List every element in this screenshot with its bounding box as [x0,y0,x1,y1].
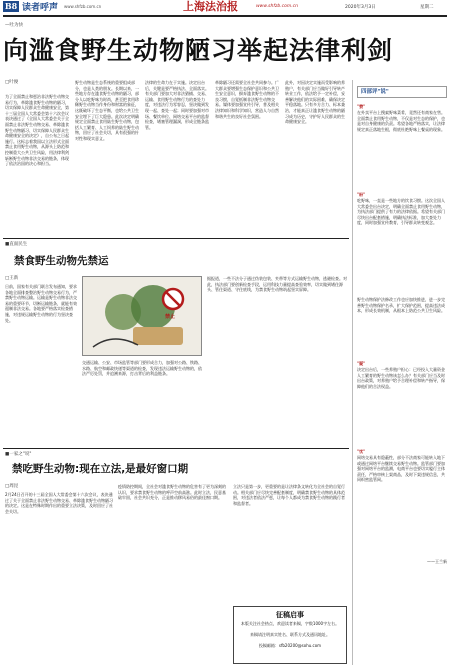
lead-column-5: 此外，对因决定实施而受影响的养殖户，有关部门应当做好引导转产转业工作，依法给予一定补偿，妥善解决他们的实际困难，确保决定平稳落地。只有多方合力、标本兼治，才能真正让滥食野生动物的陋习成为历史，守护好人民群众的生命健康安全。 [285,80,345,125]
story3-column-1: 2月24日召开的十三届全国人大常委会第十六次会议，表决通过了关于全面禁止非法野生动物交易、革除滥食野生动物陋习的决定。这是在特殊时期作出的重要立法决策，及时回应了社会关切。 [5,492,113,514]
sidebar-para: 在外卖平台上搜索野味菜肴，竟然还有商家在售。全面禁止食用野生动物，不仅是对生态的保护，也是对自身健康的负责。希望各地严格落实，让法律规定真正落地生根，彻底杜绝野味上餐桌的现象。 [357,110,445,132]
story2-tag: ■直面民生 [5,242,28,247]
logo-url: www.shfzb.com.cn [256,4,298,9]
sidebar-para: 网络交易具有隐蔽性，部分不法商家可能转入地下或通过网络平台继续交易野生动物。监管部门要加强对网络平台的监测，电商平台也要切实履行主体责任，严格审核上架商品，及时下架违规信息，共同织密监管网。 [357,455,445,483]
story3-author: □周昆 [5,484,19,489]
sidebar-body [357,104,447,664]
lead-column-2: 野生动物是生态系统的重要组成部分，也是人类的朋友。长期以来，一些地方存在滥食野生动物的陋习，部分人以吃野味为时尚，甚至把食用珍稀野生动物当作身份和财富的象征，这既破坏了生态平衡，也给公共卫生安全埋下了巨大隐患。此次决定明确规定全面禁止食用陆生野生动物，包括人工繁育、人工饲养的陆生野生动物，回应了社会关切，具有很强的针对性和现实意义。 [75,80,139,141]
sidebar-author-note: ——王兰新 [427,559,447,564]
story3-column-3: 立法只是第一步，更重要的是让法律条文转化为全社会的自觉行动。相关部门应尽快完善配套制度，明确禁食野生动物的具体范围，对违法者依法严惩，让每个人都成为禁食野生动物的践行者和监督者。 [233,484,345,506]
newspaper-logo: 上海法治报 [183,0,238,13]
issue-weekday: 星期二 [420,5,434,10]
call-for-papers-line: 本版关注社会热点，欢迎读者来稿，字数1000字左右。 [240,621,340,626]
lead-author: □叶俊 [5,80,19,85]
lead-headline: 向滥食野生动物陋习举起法律利剑 [3,36,394,65]
issue-date: 2020年3月3日 [345,5,376,10]
sidebar-heading-yi: "疑" [357,361,366,366]
sidebar-para: 野生动物保护法修改工作也应加快推进，进一步完善野生动物保护名录，扩大保护范围，提高违法成本，形成长效机制，从根本上防范公共卫生风险。 [357,297,445,314]
story3-headline: 禁吃野生动物:现在立法,是最好窗口期 [12,463,189,475]
story2-rule [3,238,349,239]
illustration-graphic [83,277,202,356]
masthead-rule [3,15,447,17]
call-for-papers-line: 来稿请注明真实姓名、联系方式及通讯地址。 [250,632,330,637]
sidebar-title: 四部评"说" [361,89,389,95]
story3-column-2: 疫情防控期间，全社会对滥食野生动物的危害有了更为深刻的认识，要求禁食野生动物的呼声空前高涨。此时立法，民意基础牢固，社会共识充分，正是推动移风易俗的最佳窗口期。 [118,484,226,501]
lead-column-1: 为了全面禁止和惩治非法野生动物交易行为，革除滥食野生动物的陋习，切实保障人民群众生命健康安全，第十三届全国人大常委会第十六次会议表决通过了《全国人大常委会关于全面禁止非法野生动物交易、革除滥食野生动物陋习、切实保障人民群众生命健康安全的决定》，自公布之日起施行。这标志着我国以立法形式全面禁止食用野生动物，从源头上防范和控制重大公共卫生风险，用法律利剑斩断野生动物非法交易的链条，体现了依法治国的决心和担当。 [5,94,69,167]
sidebar-divider [352,80,353,665]
sidebar-heading-you: "忧" [357,449,366,454]
masthead [0,0,450,14]
story3-rule [3,448,349,449]
lead-column-3: 法律的生命力在于实施。决定出台后，关键是要严格执法、全面落实。有关部门要加大对非法猎捕、交易、运输、食用野生动物行为的查处力度，对违法行为零容忍，坚决做到发现一起、查处一起；同时要加强对市场、餐饮单位、网络交易平台的监督检查，堵塞管理漏洞，形成全链条监管。 [145,80,209,130]
illustration [82,276,202,356]
sidebar-title-box [357,86,447,98]
call-for-papers-title: 征稿启事 [276,611,304,619]
section-number: B8 [4,1,18,11]
section-url: www.shfzb.com.cn [64,4,102,9]
story2-author: □王新 [5,276,19,281]
sidebar-heading-zan: "赞" [357,104,366,109]
story2-headline: 禁食野生动物先禁运 [14,255,109,267]
lead-kicker: —吐为快 [5,23,23,28]
illustration-sign-text: 禁止 [165,314,176,320]
lead-column-4: 革除陋习还需要全社会共同参与。广大群众要增强生态保护意识和公共卫生安全意识，摒弃滥食野生动物的不良习惯，自觉抵制非法野生动物交易。媒体要加强宣传引导，普及相关法律知识和科学知识，营造人与自然和谐共生的良好社会氛围。 [215,80,279,119]
sidebar-para: 吃野味，一直是一些地方的饮食习惯。这次全国人大常委会出台决定，明确全面禁止食用野生动物，为执法部门提供了有力的法律依据。希望有关部门尽快出台配套措施，明确执法标准，加大查处力度，同时加强宣传教育，引导群众转变观念。 [357,198,445,226]
sidebar-heading-pan: "盼" [357,192,366,197]
call-for-papers-line: 投稿邮箱：sfb20200@sohu.com [258,643,322,648]
sidebar-para: 决定出台后，一些养殖户担心：已经投入大量资金人工繁育的野生动物该怎么办？有关部门应当及时出台政策，对养殖户给予合理补偿和转产指导，保障他们的合法权益。 [357,367,445,389]
story3-tag: ■一家之"说" [5,452,32,457]
section-name: 读者呼声 [22,2,59,12]
call-for-papers-box [233,606,347,664]
story2-column-1: 日前，国家有关部门联合发布通知，要求各地全面排查整治野生动物交易行为，严禁野生动物运输。运输是野生动物非法交易的重要环节，切断运输链条，就能有效遏制非法交易。各地要严格落实检查措施，对违规运输野生动物的行为坚决查处。 [5,284,77,323]
story2-column-3: 据报道，一些不法分子通过伪装包装、夹带等方式运输野生动物，逃避检查。对此，执法部门要创新检查手段，运用科技力量提高查验效率，切实做到堵住源头、管住渠道、守住底线，为禁食野生动物筑起坚实屏障。 [207,276,347,293]
story2-column-2: 交通运输、公安、市场监管等部门要形成合力，加强对公路、铁路、水路、航空和邮政快递等渠道的检查，发现违法运输野生动物的，依法严厉处罚，并追溯来源，打击背后的利益链条。 [82,360,202,377]
